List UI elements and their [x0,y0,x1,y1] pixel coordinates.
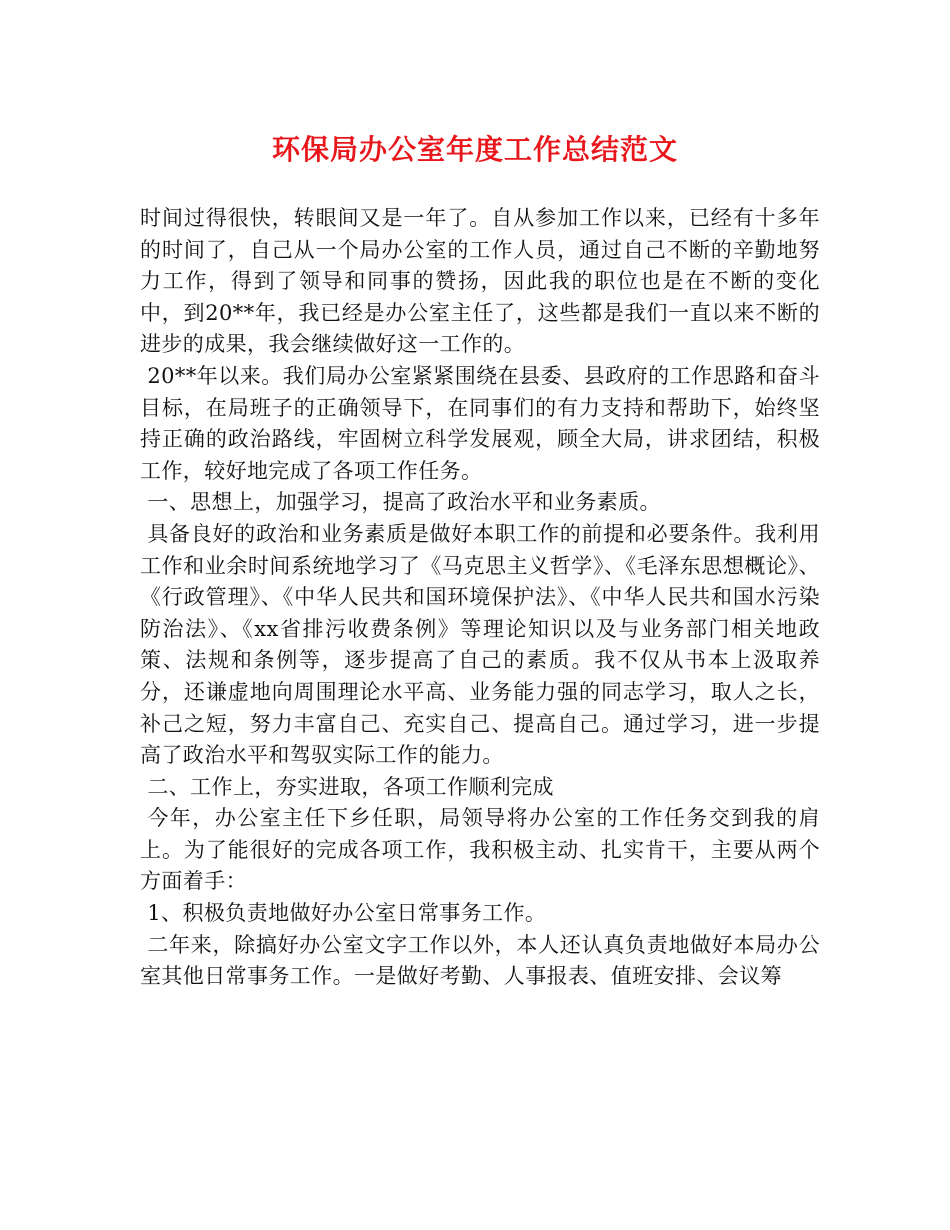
subsection-heading-1: 1、积极负责地做好办公室日常事务工作。 [147,901,547,926]
paragraph-work: 今年，办公室主任下乡任职，局领导将办公室的工作任务交到我的肩上。为了能很好的完成各项工作，我积极主动、扎实肯干，主要从两个方面着手： [140,806,820,894]
document-body [140,203,820,993]
paragraph-daily-affairs: 二年来，除搞好办公室文字工作以外，本人还认真负责地做好本局办公室其他日常事务工作。一是做好考勤、人事报表、值班安排、会议筹 [140,932,820,989]
paragraph-overview: 20**年以来。我们局办公室紧紧围绕在县委、县政府的工作思路和奋斗目标，在局班子的正确领导下，在同事们的有力支持和帮助下，始终坚持正确的政治路线，牢固树立科学发展观，顾全大局，讲求团结，积极工作，较好地完成了各项工作任务。 [140,363,820,483]
paragraph-study: 具备良好的政治和业务素质是做好本职工作的前提和必要条件。我利用工作和业余时间系统地学习了《马克思主义哲学》、《毛泽东思想概论》、《行政管理》、《中华人民共和国环境保护法》、《中华人民共和国水污染防治法》、《xx省排污收费条例》等理论知识以及与业务部门相关地政策、法规和条例等，逐步提高了自己的素质。我不仅从书本上汲取养分，还谦虚地向周围理论水平高、业务能力强的同志学习，取人之长，补己之短，努力丰富自己、充实自己、提高自己。通过学习，进一步提高了政治水平和驾驭实际工作的能力。 [140,521,820,768]
section-heading-2: 二、工作上，夯实进取，各项工作顺利完成 [147,774,554,799]
section-heading-1: 一、思想上，加强学习，提高了政治水平和业务素质。 [147,490,661,515]
document-title: 环保局办公室年度工作总结范文 [271,133,678,166]
paragraph-intro: 时间过得很快，转眼间又是一年了。自从参加工作以来，已经有十多年的时间了，自己从一个局办公室的工作人员，通过自己不断的辛勤地努力工作，得到了领导和同事的赞扬，因此我的职位也是在不断的变化中，到20**年，我已经是办公室主任了，这些都是我们一直以来不断的进步的成果，我会继续做好这一工作的。 [140,206,820,357]
